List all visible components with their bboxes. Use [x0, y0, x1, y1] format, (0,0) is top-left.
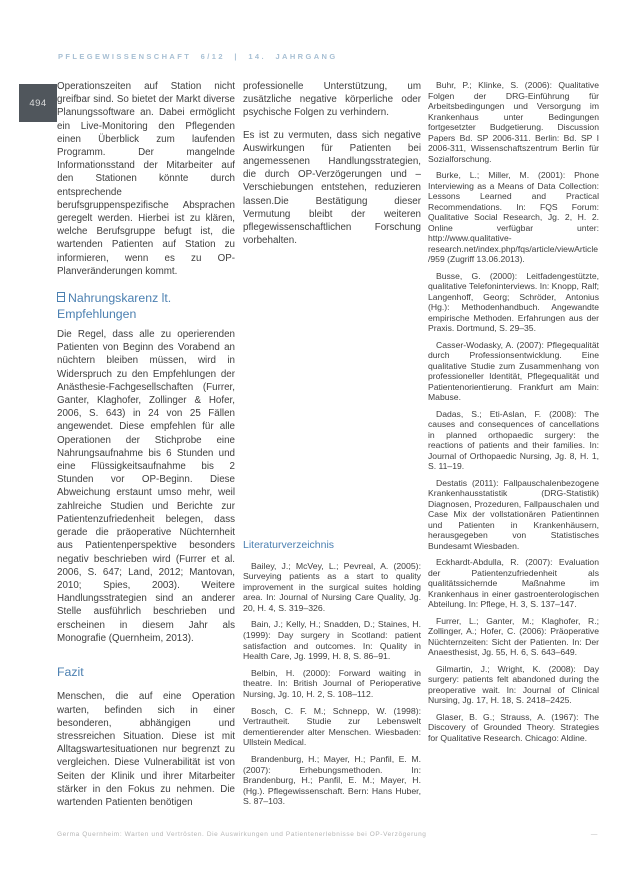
body-paragraph: professionelle Unterstützung, um zusätzliche negative körperliche oder psychische Folgen zu verhindern.: [243, 81, 421, 119]
section-heading-fazit: Fazit: [57, 664, 84, 679]
reference-item: Belbin, H. (2000): Forward waiting in theatre. In: British Journal of Perioperative Nursing, Jg. 10, H. 2, S. 108–112.: [243, 667, 421, 700]
page-footer: [57, 831, 598, 838]
reference-item: Burke, L.; Miller, M. (2001): Phone Interviewing as a Means of Data Collection: Lessons Learned and Practical Recommendations. In: FQS Forum: Qualitative Social Research, Jg. 2, H. 2. Online verfügbar unter: http://www.qualitative-research.net/index.php/fqs/article/viewArticle/959 (Zugriff 13.06.2013).: [428, 170, 599, 264]
journal-header: PFLEGEWISSENSCHAFT 6/12 | 14. JAHRGANG: [58, 52, 338, 61]
reference-item: Furrer, L.; Ganter, M.; Klaghofer, R.; Zollinger, A.; Hofer, C. (2006): Präoperative Nüchternzeiten: Sicht der Patienten. In: Der Anaesthesist, Jg. 55, H. 6, S. 643–649.: [428, 615, 599, 657]
reference-item: Bosch, C. F. M.; Schnepp, W. (1998): Vertrautheit. Studie zur Lebenswelt dementierender alter Menschen. Wiesbaden: Ullstein Medical.: [243, 705, 421, 748]
reference-item: Gilmartin, J.; Wright, K. (2008): Day surgery: patients felt abandoned during the preoperative wait. In: Journal of Clinical Nursing, Jg. 17, H. 18, S. 2418–2425.: [428, 663, 599, 705]
page-number-badge: [19, 84, 57, 122]
body-paragraph: Operationszeiten auf Station nicht greifbar sind. So bietet der Markt diverse Planungssoftware an. Dabei ermöglicht ein Live-Monitoring den Pflegenden einen Überblick zum laufenden Programm. Der mangelnde Informationsstand der Mitarbeiter auf den Stationen könnte durch entsprechende berufsgruppenspezifische Absprachen geregelt werden. Hierbei ist zu klären, welche Berufsgruppe befugt ist, die wartenden Patienten auf Station zu informieren, wenn es zu OP-Planveränderungen kommt.: [57, 81, 235, 277]
reference-item: Bain, J.; Kelly, H.; Snadden, D.; Staines, H. (1999): Day surgery in Scotland: patient satisfaction and outcomes. In: Quality in Health Care, Jg. 1999, H. 8, S. 86–91.: [243, 619, 421, 662]
column-left: [57, 80, 235, 818]
reference-item: Buhr, P.; Klinke, S. (2006): Qualitative Folgen der DRG-Einführung für Arbeitsbedingungen und Versorgung im Krankenhaus unter Bedingungen fortgesetzter Budgetierung. Discussion Papers Bd. SP 2006-311. Berlin: Bd. SP I 2006-311, Wissenschaftszentrum Berlin für Sozialforschung.: [428, 80, 599, 164]
column-right: [428, 80, 599, 749]
reference-item: Glaser, B. G.; Strauss, A. (1967): The Discovery of Grounded Theory. Strategies for Qualitative Research. Chicago: Aldine.: [428, 711, 599, 743]
reference-item: Busse, G. (2000): Leitfadengestützte, qualitative Telefoninterviews. In: Knopp, Ralf; Langenhoff, Georg; Schröder, Antonius (Hg.): Methodenhandbuch. Angewandte empirische Methoden. Erfahrungen aus der Praxis. Dortmund, S. 29–35.: [428, 270, 599, 333]
section-heading-nahrungskarenz: [57, 291, 235, 322]
body-paragraph: Es ist zu vermuten, dass sich negative Auswirkungen für Patienten bei angemessenen Handlungsstrategien, die durch OP-Verzögerungen und –Verschiebungen entstehen, reduzieren lassen.Die Bestätigung dieser Vermutung bleibt der weiteren pflegewissenschaftlichen Forschung vorbehalten.: [243, 129, 421, 247]
section-heading-label: Nahrungskarenz lt. Empfehlungen: [57, 291, 172, 321]
reference-item: Casser-Wodasky, A. (2007): Pflegequalität durch Professionsentwicklung. Eine qualitative Studie zum Zusammenhang von professioneller Identität, Pflegequalität und Patientenorientierung. Frankfurt am Main: Mabuse.: [428, 339, 599, 402]
reference-item: Destatis (2011): Fallpauschalenbezogene Krankenhausstatistik (DRG-Statistik) Diagnosen, Prozeduren, Fallpauschalen und Case Mix der vollstationären Patientinnen und Patienten in Krankenhäusern, herausgegeben von Statistisches Bundesamt Wiesbaden.: [428, 477, 599, 551]
footer-article-title: Germa Quernheim: Warten und Vertrösten. Die Auswirkungen und Patientenerlebnisse bei OP-Verzögerung: [57, 831, 427, 838]
reference-item: Dadas, S.; Eti-Aslan, F. (2008): The causes and consequences of cancellations in planned orthopaedic surgery: the reactions of patients and their families. In: Journal of Orthopaedic Nursing, Jg. 8, H. 1, S. 11–19.: [428, 408, 599, 471]
reference-item: Eckhardt-Abdulla, R. (2007): Evaluation der Patientenzufriedenheit als qualitätssichernde Maßnahme im Krankenhaus in einer gastroenterologischen Abteilung. In: Pflege, H. 3, S. 137–147.: [428, 557, 599, 609]
reference-item: Bailey, J.; McVey, L.; Pevreal, A. (2005): Surveying patients as a start to quality improvement in the surgical suites holding area. In: Journal of Nursing Care Quality, Jg. 20, H. 4, S. 319–326.: [243, 560, 421, 613]
section-heading-literaturverzeichnis: Literaturverzeichnis: [243, 539, 335, 551]
body-paragraph: Die Regel, dass alle zu operierenden Patienten von Beginn des Vorabend an nüchtern bleiben müssen, wird in Widerspruch zu den Empfehlungen der Anästhesie-Fachgesellschaften (Furrer, Ganter, Klaghofer, Zollinger & Hofer, 2006, S. 643) in 24 von 25 Fällen angewendet. Diese empfehlen für alle Operationen der Stichprobe eine Nahrungsaufnahme bis 6 Stunden und eine Flüssigkeitsaufnahme bis 2 Stunden vor OP-Beginn. Diese Abweichung erstaunt umso mehr, weil zahlreiche Studien und Berichte zur Patientenzufriedenheit belegen, dass gerade die präoperative Nüchternheit aus Patientenperspektive besonders negativ beschrieben wird (Furrer et al. 2006, S. 647; Land, 2012; Mantovan, 2010; Spies, 2003). Weitere Handlungsstrategien sind an anderer Stelle ausführlich beschrieben und erscheinen in diesem Jahr als Monografie (Quernheim, 2013).: [57, 329, 235, 644]
page-number: 494: [29, 97, 47, 109]
body-paragraph: Menschen, die auf eine Operation warten, befinden sich in einer besonderen, abhängigen und stressreichen Situation. Diese ist mit Alltagswartesituationen nur begrenzt zu vergleichen. Diese Vulnerabilität ist von Seiten der Klinik und ihrer Mitarbeiter stärker in den Fokus zu nehmen. Die wartenden Patienten benötigen: [57, 691, 235, 809]
reference-item: Brandenburg, H.; Mayer, H.; Panfil, E. M. (2007): Erhebungsmethoden. In: Brandenburg, H.; Panfil, E. M.; Mayer, H. (Hg.). Pflegewissenschaft. Bern: Hans Huber, S. 87–103.: [243, 754, 421, 807]
column-middle: [243, 80, 421, 256]
section-marker-icon: [57, 292, 65, 302]
reference-section: [243, 538, 421, 813]
footer-end-mark: —: [590, 831, 598, 838]
